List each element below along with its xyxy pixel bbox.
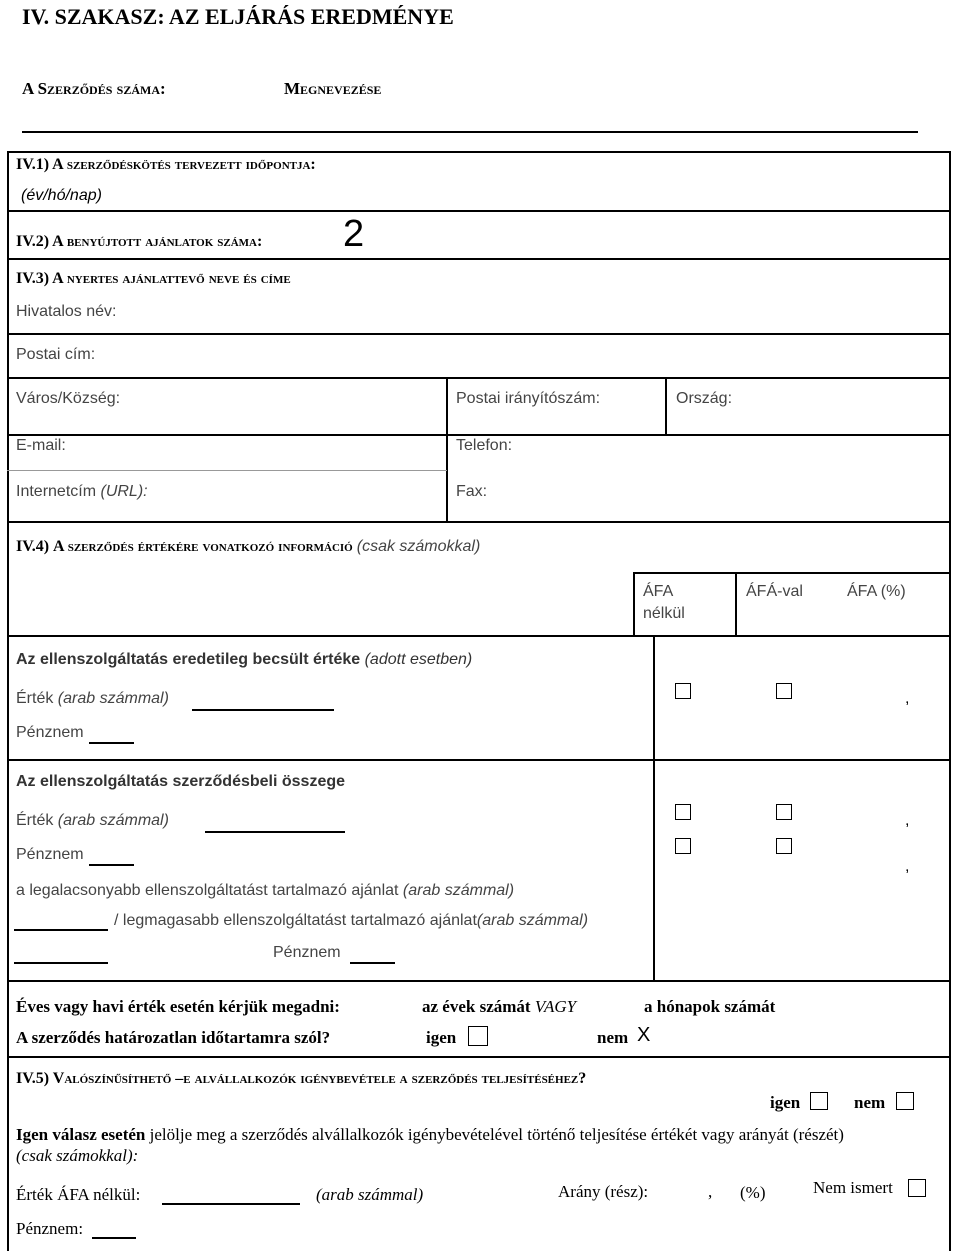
months-label: a hónapok számát [644, 997, 776, 1016]
divider [7, 759, 951, 761]
estimated-with-vat-checkbox[interactable] [776, 683, 792, 699]
estimated-currency-field[interactable] [89, 742, 134, 744]
col-vat-pct: ÁFA (%) [847, 583, 906, 600]
column-divider [653, 636, 655, 981]
divider [7, 980, 951, 982]
iv5-no-label: nem [854, 1093, 886, 1112]
iv2-number: IV.2) [16, 233, 50, 250]
years-count [422, 997, 576, 1017]
contract-value-heading: Az ellenszolgáltatás szerződésbeli összege [16, 773, 346, 790]
indefinite-no-label: nem [597, 1028, 629, 1047]
estimated-value-field[interactable] [192, 709, 334, 711]
iv2-offers-count: 2 [343, 213, 365, 255]
internet-label [16, 483, 148, 501]
lowest-offer-field[interactable] [14, 929, 108, 931]
col-no-vat-1: ÁFA [643, 583, 674, 600]
value-label: Érték [16, 812, 54, 829]
years-label: az évek számát [422, 997, 531, 1016]
iv4-heading [16, 538, 480, 556]
contract-name-label: Megnevezése [284, 79, 382, 98]
divider [7, 521, 951, 523]
contract-value-field[interactable] [205, 831, 345, 833]
iv5-title: Valószínűsíthető –e alvállalkozók igénybevétele a szerződés teljesítéséhez? [52, 1070, 587, 1087]
indefinite-no-mark[interactable]: X [637, 1024, 651, 1046]
divider [7, 470, 447, 471]
iv5-value-hint: (arab számmal) [316, 1185, 424, 1204]
value-label: Érték [16, 690, 54, 707]
internet-hint: (URL): [100, 483, 148, 500]
column-divider [735, 572, 737, 636]
instruction-text: jelölje meg a szerződés alvállalkozók igénybevételével történő teljesítése értékét vagy arányát (részét) [149, 1125, 844, 1144]
iv3-number: IV.3) [16, 270, 50, 287]
lowest-offer-hint: (arab számmal) [402, 882, 515, 899]
iv5-yes-checkbox[interactable] [810, 1092, 828, 1110]
range-no-vat-checkbox[interactable] [675, 838, 691, 854]
range-with-vat-checkbox[interactable] [776, 838, 792, 854]
iv1-title: A szerződéskötés tervezett időpontja: [52, 156, 316, 173]
divider [7, 377, 951, 379]
highest-offer-hint: (arab számmal) [476, 912, 589, 929]
iv5-yes-label: igen [770, 1093, 801, 1112]
iv4-title: A szerződés értékére vonatkozó információ [53, 538, 353, 555]
range-currency-label: Pénznem [273, 944, 341, 961]
internet-label-text: Internetcím [16, 483, 97, 500]
iv5-unknown-label: Nem ismert [813, 1178, 893, 1197]
divider [7, 1056, 951, 1058]
iv5-value-field[interactable] [162, 1203, 300, 1205]
column-divider [665, 377, 667, 435]
postal-address-label: Postai cím: [16, 346, 96, 363]
column-divider [633, 572, 635, 636]
column-divider [446, 377, 448, 522]
divider [7, 258, 951, 260]
iv4-title-hint: (csak számokkal) [356, 538, 481, 555]
divider [7, 635, 951, 637]
iv5-ratio-label: Arány (rész): [558, 1182, 649, 1201]
iv5-unknown-checkbox[interactable] [908, 1179, 926, 1197]
iv5-currency-field[interactable] [92, 1237, 136, 1239]
iv2-title: A benyújtott ajánlatok száma: [52, 233, 263, 250]
iv5-ratio-pct: (%) [740, 1183, 766, 1202]
city-label: Város/Község: [16, 390, 121, 407]
fax-label: Fax: [456, 483, 488, 500]
iv4-number: IV.4) [16, 538, 50, 555]
highest-offer-text: / legmagasabb ellenszolgáltatást tartalmazó ajánlat [114, 912, 477, 929]
estimated-heading [16, 651, 472, 669]
divider [7, 210, 951, 212]
indefinite-label: A szerződés határozatlan időtartamra szól? [16, 1028, 331, 1047]
divider [7, 434, 951, 436]
country-label: Ország: [676, 390, 733, 407]
divider [7, 333, 951, 335]
email-label: E-mail: [16, 437, 66, 454]
iv3-title: A nyertes ajánlattevő neve és címe [52, 270, 291, 287]
col-no-vat-2: nélkül [643, 605, 685, 622]
highest-offer-label [114, 912, 588, 930]
range-currency-field[interactable] [350, 962, 395, 964]
iv5-instruction-hint: (csak számokkal): [16, 1146, 139, 1165]
contract-name-line [22, 131, 918, 133]
indefinite-yes-label: igen [426, 1028, 457, 1047]
range-vat-comma: , [905, 858, 910, 875]
iv5-no-checkbox[interactable] [896, 1092, 914, 1110]
iv5-heading [16, 1070, 586, 1088]
section-title: IV. SZAKASZ: AZ ELJÁRÁS EREDMÉNYE [22, 4, 454, 29]
iv1-heading [16, 156, 316, 174]
iv5-value-label: Érték ÁFA nélkül: [16, 1185, 141, 1204]
contract-with-vat-checkbox[interactable] [776, 804, 792, 820]
col-with-vat: ÁFÁ-val [746, 583, 803, 600]
official-name-label: Hivatalos név: [16, 303, 117, 320]
iv5-ratio-comma: , [708, 1182, 713, 1201]
highest-offer-field[interactable] [14, 962, 108, 964]
phone-label: Telefon: [456, 437, 513, 454]
instruction-bold: Igen válasz esetén [16, 1125, 146, 1144]
value-hint: (arab számmal) [57, 690, 169, 707]
iv5-number: IV.5) [16, 1070, 50, 1087]
lowest-offer-label [16, 882, 514, 900]
iv5-currency-label: Pénznem: [16, 1219, 84, 1238]
iv5-instruction [16, 1125, 844, 1145]
annual-value-label: Éves vagy havi érték esetén kérjük megadni: [16, 997, 340, 1016]
estimated-currency-label: Pénznem [16, 724, 84, 741]
postcode-label: Postai irányítószám: [456, 390, 601, 407]
divider [633, 572, 951, 574]
contract-no-vat-checkbox[interactable] [675, 804, 691, 820]
iv3-heading [16, 270, 291, 288]
iv1-number: IV.1) [16, 156, 50, 173]
contract-value-label [16, 812, 169, 830]
indefinite-yes-checkbox[interactable] [468, 1026, 488, 1046]
contract-currency-field[interactable] [89, 864, 134, 866]
years-hint: VAGY [534, 997, 577, 1016]
estimated-value-label [16, 690, 169, 708]
contract-number-label: A Szerződés száma: [22, 79, 166, 98]
estimated-no-vat-checkbox[interactable] [675, 683, 691, 699]
contract-vat-comma: , [905, 812, 910, 829]
estimated-hint: (adott esetben) [364, 651, 473, 668]
contract-currency-label: Pénznem [16, 846, 84, 863]
value-hint: (arab számmal) [57, 812, 169, 829]
estimated-vat-comma: , [905, 690, 910, 707]
iv2-heading [16, 233, 262, 251]
iv1-date-hint: (év/hó/nap) [21, 187, 102, 204]
lowest-offer-text: a legalacsonyabb ellenszolgáltatást tartalmazó ajánlat [16, 882, 399, 899]
estimated-heading-text: Az ellenszolgáltatás eredetileg becsült értéke [16, 651, 361, 668]
